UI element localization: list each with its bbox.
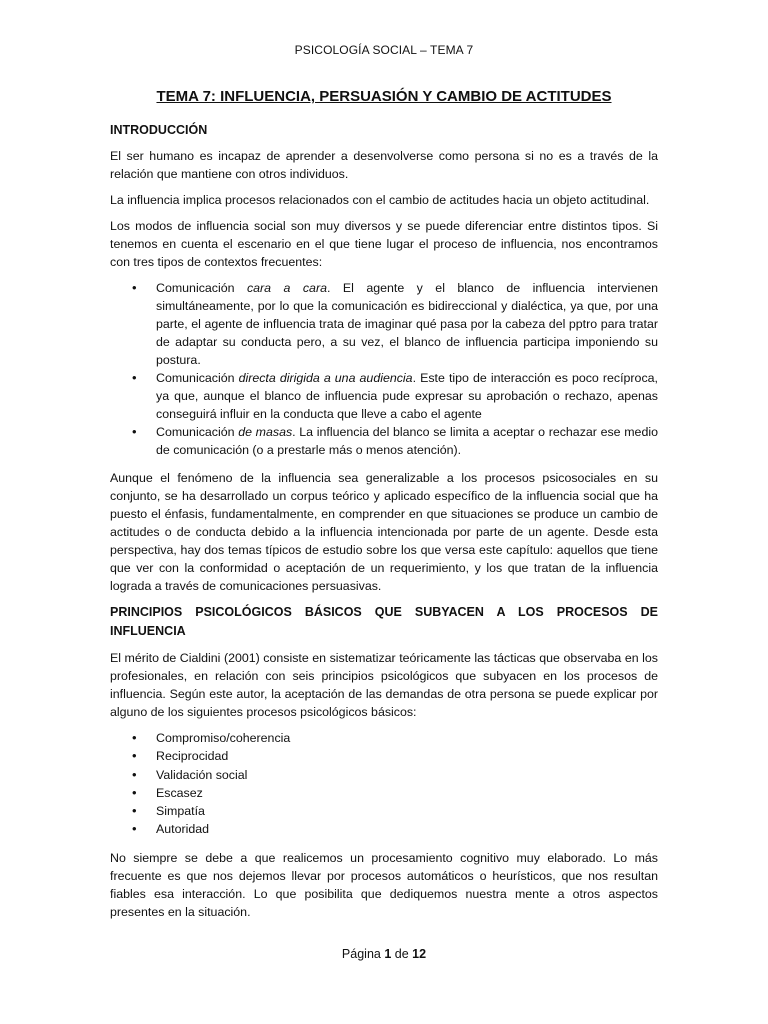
list-item-text: . La influencia del blanco se limita a aceptar o rechazar ese medio de comunicación (o a prestarle más o menos atención).	[156, 425, 658, 457]
list-item	[132, 784, 658, 802]
principles-list	[110, 729, 658, 839]
total-pages: 12	[412, 947, 427, 961]
page-number: 1	[384, 947, 392, 961]
paragraph: El ser humano es incapaz de aprender a desenvolverse como persona si no es a través de la relación que mantiene con otros individuos.	[110, 149, 658, 181]
list-item-emphasis: de masas	[238, 425, 293, 439]
running-header: PSICOLOGÍA SOCIAL – TEMA 7	[294, 43, 474, 57]
paragraph: La influencia implica procesos relacionados con el cambio de actitudes hacia un objeto actitudinal.	[110, 193, 650, 207]
list-item	[132, 279, 659, 369]
bullet-icon: •	[132, 280, 137, 295]
bullet-icon: •	[132, 424, 137, 439]
paragraph: No siempre se debe a que realicemos un procesamiento cognitivo muy elaborado. Lo más frecuente es que nos dejemos llevar por procesos automáticos o heurísticos, que nos resultan fiables esa interacción. Lo que posibilita que dediquemos nuestra mente a otros aspectos presentes en la situación.	[110, 850, 658, 919]
document-page	[110, 0, 658, 1024]
list-item-lead: Comunicación	[156, 281, 247, 295]
page-footer	[110, 947, 658, 961]
list-item-lead: Comunicación	[156, 371, 239, 385]
bullet-icon: •	[132, 370, 137, 385]
list-item	[132, 766, 658, 784]
list-item-text: . Este tipo de interacción es poco recíproca, ya que, aunque el blanco de influencia pude expresar su aprobación o rechazo, apenas conseguirá influir en la conducta que lleve a cabo el agente	[156, 371, 658, 421]
list-item-text: Validación social	[156, 767, 248, 782]
list-item-text: Escasez	[156, 785, 203, 800]
context-types-list	[110, 279, 658, 459]
list-item-text: Simpatía	[156, 804, 205, 819]
paragraph: El mérito de Cialdini (2001) consiste en sistematizar teóricamente las tácticas que observaba en los profesionales, en relación con seis principios psicológicos que subyacen en los procesos de influencia. Según este autor, la aceptación de las demandas de otra persona se puede explicar por alguno de los siguientes procesos psicológicos básicos:	[110, 651, 658, 719]
list-item	[132, 820, 658, 838]
list-item-text: Compromiso/coherencia	[156, 731, 291, 745]
bullet-icon: •	[132, 784, 137, 800]
list-item	[132, 747, 658, 765]
bullet-icon: •	[132, 821, 137, 837]
list-item	[132, 369, 658, 423]
document-body	[110, 121, 658, 929]
list-item-text: Autoridad	[156, 822, 210, 837]
paragraph: Aunque el fenómeno de la influencia sea generalizable a los procesos psicosociales en su conjunto, se ha desarrollado un corpus teórico y aplicado específico de la influencia social que ha puesto el énfasis, fundamentalmente, en comprender en que situaciones se produce un cambio de actitudes o de conducta debido a la influencia intencionada por parte de un agente. Desde esta perspectiva, hay dos temas típicos de estudio sobre los que versa este capítulo: aquellos que tiene que ver con la conformidad o aceptación de un requerimiento, y los que tratan de la influencia lograda a través de comunicaciones persuasivas.	[110, 471, 658, 593]
bullet-icon: •	[132, 748, 137, 764]
section-heading-principios: PRINCIPIOS PSICOLÓGICOS BÁSICOS QUE SUBYACEN A LOS PROCESOS DE INFLUENCIA	[110, 605, 658, 638]
list-item	[132, 423, 658, 459]
list-item-emphasis: cara a cara	[246, 281, 327, 295]
list-item-text: . El agente y el blanco de influencia intervienen simultáneamente, por lo que la comunicación es bidireccional y dialéctica, ya que, por una parte, el agente de influencia trata de imaginar qué pasa por la cabeza del pptro para tratar de adaptar su conducta pero, a su vez, el blanco de influencia participa imponiendo su postura.	[156, 281, 659, 367]
bullet-icon: •	[132, 803, 137, 819]
list-item	[132, 729, 658, 747]
list-item	[132, 802, 658, 820]
bullet-icon: •	[132, 730, 137, 745]
document-title: TEMA 7: INFLUENCIA, PERSUASIÓN Y CAMBIO DE ACTITUDES	[156, 88, 612, 105]
of-label: de	[394, 947, 409, 961]
list-item-text: Reciprocidad	[156, 749, 229, 764]
paragraph: Los modos de influencia social son muy diversos y se puede diferenciar entre distintos tipos. Si tenemos en cuenta el escenario en el que tiene lugar el proceso de influencia, nos encontramos con tres tipos de contextos frecuentes:	[110, 219, 658, 269]
list-item-lead: Comunicación	[156, 425, 239, 439]
bullet-icon: •	[132, 766, 137, 782]
page-label: Página	[341, 947, 381, 961]
section-heading-introduccion: INTRODUCCIÓN	[110, 123, 208, 137]
list-item-emphasis: directa dirigida a una audiencia	[238, 371, 413, 385]
